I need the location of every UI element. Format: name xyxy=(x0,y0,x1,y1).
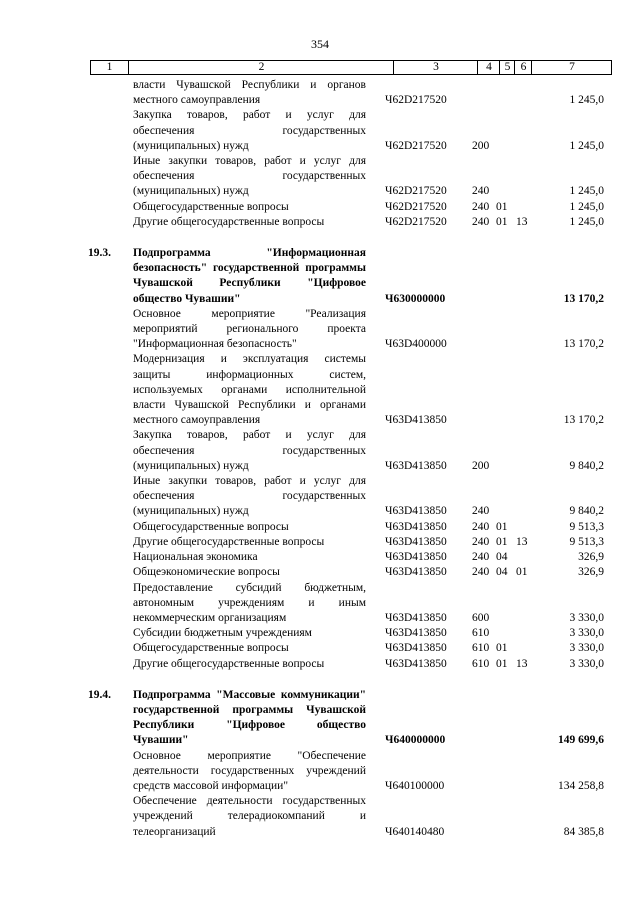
header-col-1: 1 xyxy=(106,61,113,73)
row-amount: 326,9 xyxy=(578,551,604,564)
table-row xyxy=(0,307,640,353)
row-name: Предоставление субсидий бюджетным, автономным учреждениям и иным некоммерческим организациям xyxy=(133,581,366,624)
row-name: Другие общегосударственные вопросы xyxy=(133,215,325,228)
row-name: Обеспечение деятельности государственных учреждений телерадиокомпаний и телеорганизаций xyxy=(133,795,366,838)
row-amount: 9 840,2 xyxy=(569,459,604,472)
row-amount: 84 385,8 xyxy=(563,825,604,838)
table-row xyxy=(0,78,640,108)
row-amount: 13 170,2 xyxy=(563,292,604,305)
spacer xyxy=(0,672,640,688)
target-code: Ч62D217520 xyxy=(385,200,447,213)
row-name: Основное мероприятие "Реализация мероприятий регионального проекта "Информационная безопасность" xyxy=(133,307,366,351)
subsection-code: 13 xyxy=(516,657,528,670)
row-name: власти Чувашской Республики и органов местного самоуправления xyxy=(133,79,366,107)
expense-type: 240 xyxy=(472,520,490,533)
table-row xyxy=(0,657,640,672)
row-amount: 3 330,0 xyxy=(569,642,604,655)
expense-type: 600 xyxy=(472,611,490,624)
row-name: Национальная экономика xyxy=(133,551,258,564)
section-code: 04 xyxy=(496,566,508,579)
row-amount: 3 330,0 xyxy=(569,657,604,670)
table-row xyxy=(0,200,640,215)
table-row xyxy=(0,352,640,428)
expense-type: 200 xyxy=(472,459,490,472)
row-name: Основное мероприятие "Обеспечение деятельности государственных учреждений средств массовой информации" xyxy=(133,749,366,792)
row-amount: 326,9 xyxy=(578,566,604,579)
row-amount: 149 699,6 xyxy=(558,734,604,747)
row-name: Субсидии бюджетным учреждениям xyxy=(133,627,312,640)
section-code: 01 xyxy=(496,642,508,655)
subsection-code: 01 xyxy=(516,566,528,579)
row-name: Общегосударственные вопросы xyxy=(133,642,289,655)
row-amount: 9 840,2 xyxy=(569,505,604,518)
table-row xyxy=(0,535,640,550)
row-amount: 1 245,0 xyxy=(569,185,604,198)
table-row xyxy=(0,550,640,565)
row-amount: 134 258,8 xyxy=(558,779,604,792)
header-col-3: 3 xyxy=(393,61,478,74)
row-amount: 13 170,2 xyxy=(563,338,604,351)
section-code: 01 xyxy=(496,200,508,213)
expense-type: 610 xyxy=(472,657,490,670)
expense-type: 240 xyxy=(472,535,490,548)
target-code: Ч63D413850 xyxy=(385,535,447,548)
row-number: 19.4. xyxy=(88,688,111,701)
expense-type: 200 xyxy=(472,139,490,152)
table-row xyxy=(0,474,640,520)
table-row xyxy=(0,565,640,580)
row-name: Другие общегосударственные вопросы xyxy=(133,535,325,548)
row-amount: 3 330,0 xyxy=(569,627,604,640)
target-code: Ч63D413850 xyxy=(385,657,447,670)
row-name: Закупка товаров, работ и услуг для обеспечения государственных (муниципальных) нужд xyxy=(133,429,366,472)
row-name: Модернизация и эксплуатация системы защиты информационных систем, используемых органами исполнительной власти Чувашской Республики и органами местного самоуправления xyxy=(133,353,366,427)
row-amount: 3 330,0 xyxy=(569,611,604,624)
target-code: Ч630000000 xyxy=(385,292,446,305)
expense-type: 610 xyxy=(472,627,490,640)
target-code: Ч63D400000 xyxy=(385,338,447,351)
row-name: Другие общегосударственные вопросы xyxy=(133,657,325,670)
row-name: Общегосударственные вопросы xyxy=(133,200,289,213)
table-row xyxy=(0,520,640,535)
table-header xyxy=(90,60,612,75)
header-col-2: 2 xyxy=(128,61,394,74)
table-row xyxy=(0,688,640,749)
section-code: 01 xyxy=(496,520,508,533)
expense-type: 240 xyxy=(472,505,490,518)
target-code: Ч63D413850 xyxy=(385,414,447,427)
table-row xyxy=(0,428,640,474)
row-amount: 13 170,2 xyxy=(563,414,604,427)
subsection-code: 13 xyxy=(516,215,528,228)
row-amount: 1 245,0 xyxy=(569,200,604,213)
header-col-7: 7 xyxy=(531,61,612,74)
target-code: Ч63D413850 xyxy=(385,642,447,655)
target-code: Ч640000000 xyxy=(385,734,446,747)
section-code: 01 xyxy=(496,215,508,228)
row-amount: 9 513,3 xyxy=(569,520,604,533)
row-name: Закупка товаров, работ и услуг для обеспечения государственных (муниципальных) нужд xyxy=(133,109,366,152)
table-row xyxy=(0,749,640,795)
row-amount: 1 245,0 xyxy=(569,139,604,152)
page-number: 354 xyxy=(311,37,329,51)
section-code: 01 xyxy=(496,657,508,670)
header-col-5: 5 xyxy=(499,61,515,74)
expense-type: 240 xyxy=(472,551,490,564)
target-code: Ч63D413850 xyxy=(385,551,447,564)
table-row xyxy=(0,246,640,307)
table-row xyxy=(0,581,640,627)
row-name: Иные закупки товаров, работ и услуг для обеспечения государственных (муниципальных) нужд xyxy=(133,475,366,518)
target-code: Ч63D413850 xyxy=(385,505,447,518)
section-code: 01 xyxy=(496,535,508,548)
row-name: Подпрограмма "Информационная безопасность" государственной программы Чувашской Республики "Цифровое общество Чувашии" xyxy=(133,247,366,305)
header-col-4: 4 xyxy=(477,61,500,74)
table-row xyxy=(0,626,640,641)
expense-type: 240 xyxy=(472,200,490,213)
subsection-code: 13 xyxy=(516,535,528,548)
expense-type: 240 xyxy=(472,566,490,579)
table-row xyxy=(0,154,640,200)
row-name: Подпрограмма "Массовые коммуникации" государственной программы Чувашской Республики "Цифровое общество Чувашии" xyxy=(133,688,366,747)
target-code: Ч640100000 xyxy=(385,779,445,792)
row-name: Иные закупки товаров, работ и услуг для обеспечения государственных (муниципальных) нужд xyxy=(133,155,366,198)
budget-table-body xyxy=(0,78,640,840)
table-row xyxy=(0,641,640,656)
section-code: 04 xyxy=(496,551,508,564)
target-code: Ч63D413850 xyxy=(385,566,447,579)
expense-type: 240 xyxy=(472,185,490,198)
table-row xyxy=(0,794,640,840)
target-code: Ч62D217520 xyxy=(385,139,447,152)
expense-type: 610 xyxy=(472,642,490,655)
row-amount: 1 245,0 xyxy=(569,215,604,228)
spacer xyxy=(0,230,640,246)
target-code: Ч63D413850 xyxy=(385,627,447,640)
target-code: Ч62D217520 xyxy=(385,94,447,107)
row-amount: 1 245,0 xyxy=(569,94,604,107)
row-name: Общегосударственные вопросы xyxy=(133,520,289,533)
target-code: Ч62D217520 xyxy=(385,215,447,228)
table-row xyxy=(0,215,640,230)
expense-type: 240 xyxy=(472,215,490,228)
row-name: Общеэкономические вопросы xyxy=(133,566,280,579)
target-code: Ч640140480 xyxy=(385,825,445,838)
target-code: Ч62D217520 xyxy=(385,185,447,198)
target-code: Ч63D413850 xyxy=(385,459,447,472)
row-number: 19.3. xyxy=(88,247,111,260)
header-col-6: 6 xyxy=(514,61,532,74)
target-code: Ч63D413850 xyxy=(385,611,447,624)
row-amount: 9 513,3 xyxy=(569,535,604,548)
target-code: Ч63D413850 xyxy=(385,520,447,533)
table-row xyxy=(0,108,640,154)
